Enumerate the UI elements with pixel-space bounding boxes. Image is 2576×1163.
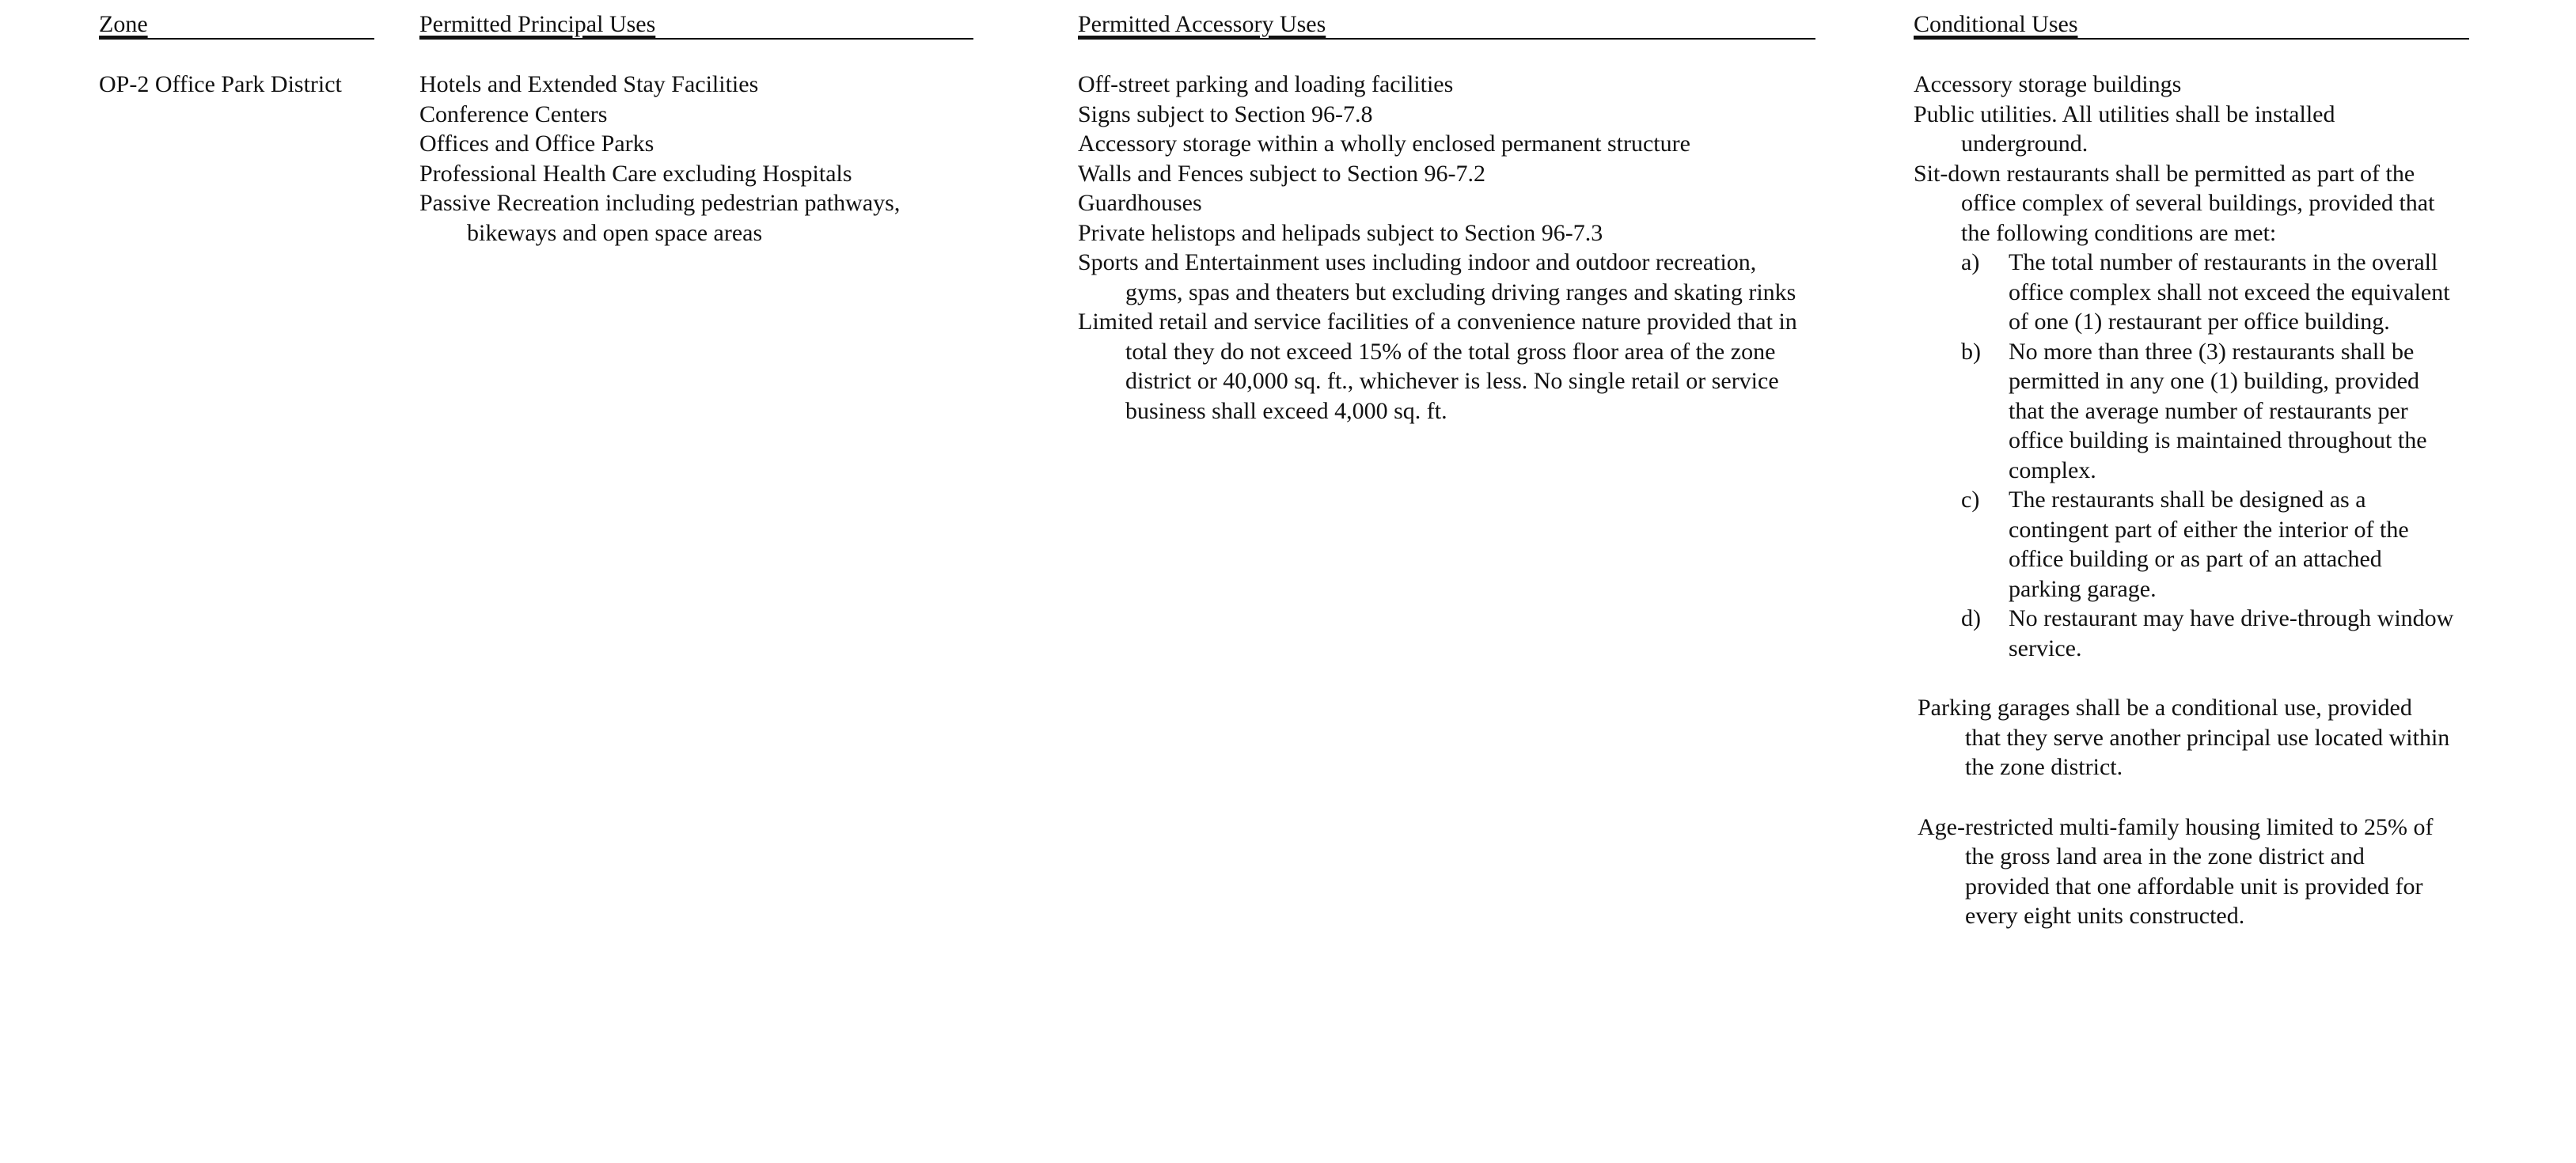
principal-uses-header: Permitted Principal Uses <box>419 11 973 40</box>
principal-use-passive-recreation: Passive Recreation including pedestrian pathways, bikeways and open space areas <box>419 190 901 246</box>
accessory-use-item: Signs subject to Section 96-7.8 <box>1078 100 1373 127</box>
conditional-utilities: Public utilities. All utilities shall be installed underground. <box>1914 100 2335 157</box>
paragraph-spacer <box>1914 663 2563 693</box>
condition-label: c) <box>1961 487 1980 513</box>
principal-uses-column <box>419 11 973 248</box>
conditional-parking-garages: Parking garages shall be a conditional use, provided that they serve another principal use located within the zone district. <box>1918 695 2450 780</box>
conditional-uses-column <box>1914 11 2563 931</box>
accessory-use-item: Off-street parking and loading facilities <box>1078 71 1454 97</box>
accessory-uses-column <box>1078 11 1815 426</box>
condition-label: d) <box>1961 605 1981 631</box>
accessory-use-retail: Limited retail and service facilities of a convenience nature provided that in total they do not exceed 15% of the total gross floor area of the zone district or 40,000 sq. ft., whichever is less. No single retail or service business shall exceed 4,000 sq. ft. <box>1078 309 1797 424</box>
accessory-use-item: Walls and Fences subject to Section 96-7.2 <box>1078 160 1485 187</box>
condition-label: b) <box>1961 338 1981 365</box>
conditional-age-restricted-housing: Age-restricted multi-family housing limited to 25% of the gross land area in the zone district and provided that one affordable unit is provided for every eight units constructed. <box>1918 813 2434 929</box>
accessory-use-item: Guardhouses <box>1078 190 1202 216</box>
accessory-use-sports: Sports and Entertainment uses including indoor and outdoor recreation, gyms, spas and theaters but excluding driving ranges and skating rinks <box>1078 249 1796 305</box>
accessory-uses-header: Permitted Accessory Uses <box>1078 11 1815 40</box>
restaurant-condition-a: a) The total number of restaurants in the overall office complex shall not exceed the equivalent of one (1) restaurant per office building. <box>1961 249 2450 335</box>
zone-name: OP-2 Office Park District <box>99 71 342 97</box>
principal-use-item: Offices and Office Parks <box>419 131 654 157</box>
zone-header: Zone <box>99 11 374 40</box>
principal-use-item: Professional Health Care excluding Hospitals <box>419 160 852 187</box>
accessory-use-item: Accessory storage within a wholly enclosed permanent structure <box>1078 131 1690 157</box>
zone-column <box>99 11 374 100</box>
principal-use-item: Hotels and Extended Stay Facilities <box>419 71 759 97</box>
conditional-uses-header: Conditional Uses <box>1914 11 2469 40</box>
conditional-storage: Accessory storage buildings <box>1914 71 2182 97</box>
paragraph-spacer <box>1914 782 2563 813</box>
restaurant-condition-c: c) The restaurants shall be designed as a contingent part of either the interior of the office building or as part of an attached parking garage. <box>1961 487 2409 602</box>
restaurant-condition-d: d) No restaurant may have drive-through window service. <box>1961 605 2454 661</box>
principal-use-item: Conference Centers <box>419 100 608 127</box>
accessory-use-item: Private helistops and helipads subject to Section 96-7.3 <box>1078 219 1603 246</box>
condition-label: a) <box>1961 249 1980 275</box>
restaurant-condition-b: b) No more than three (3) restaurants shall be permitted in any one (1) building, provided that the average number of restaurants per office building is maintained throughout the complex. <box>1961 338 2427 483</box>
conditional-restaurants: Sit-down restaurants shall be permitted as part of the office complex of several buildings, provided that the following conditions are met: <box>1914 160 2435 246</box>
